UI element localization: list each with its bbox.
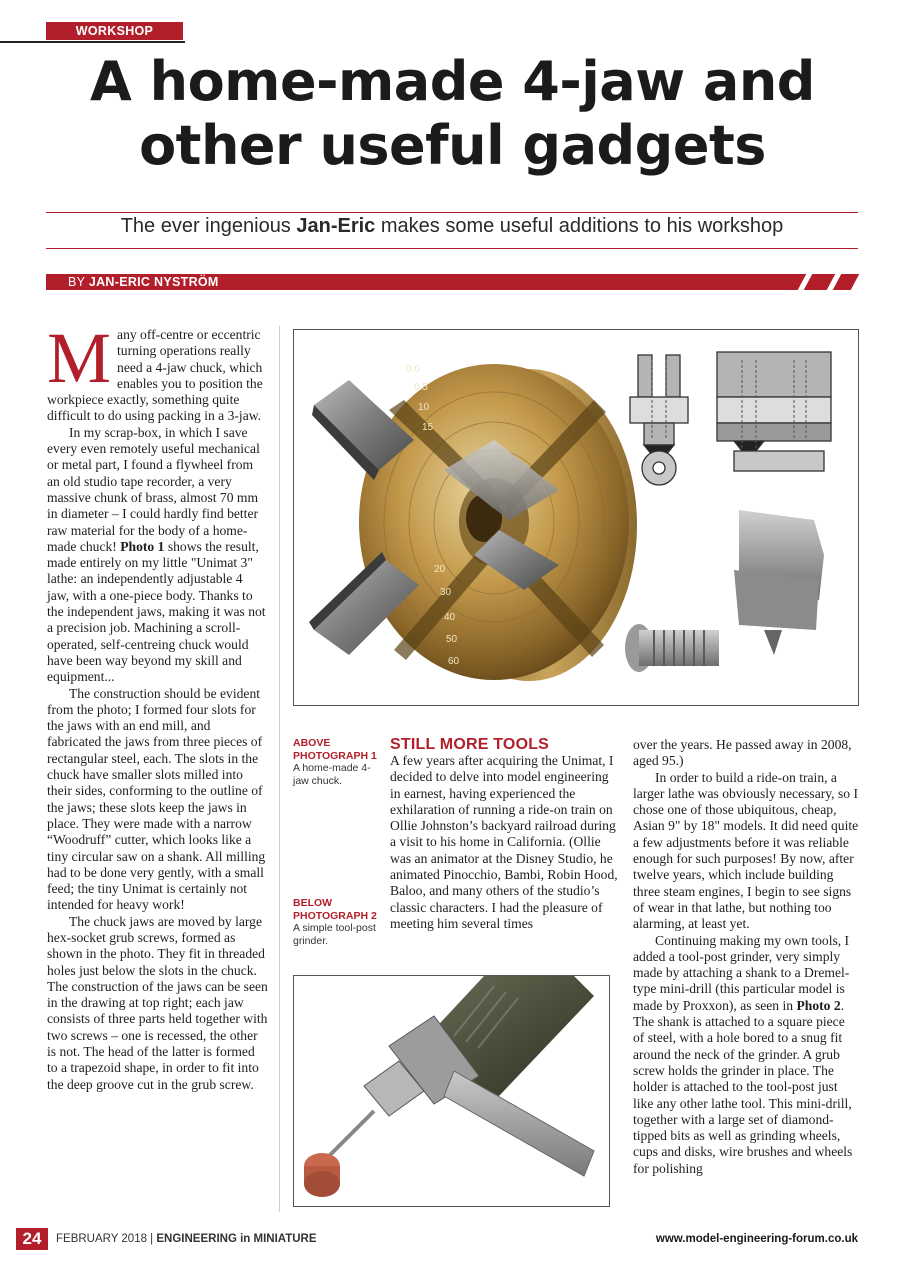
- footer-url: www.model-engineering-forum.co.uk: [655, 1233, 858, 1245]
- photograph-2: [293, 975, 610, 1207]
- body-column-2: [390, 753, 620, 932]
- subheading: STILL MORE TOOLS: [390, 736, 550, 753]
- byline: BY JAN-ERIC NYSTRÖM: [68, 275, 219, 289]
- chuck-body: [359, 364, 637, 681]
- loose-jaw: [734, 510, 824, 655]
- grinding-wheel: [304, 1153, 340, 1197]
- byline-stripe: [833, 274, 860, 290]
- paragraph: over the years. He passed away in 2008, aged 95.): [633, 737, 852, 769]
- title-line-1: A home-made 4-jaw and: [90, 50, 815, 113]
- author-name: Jan-Eric: [296, 215, 376, 237]
- chuck-photo-svg: [294, 330, 858, 705]
- standfirst: The ever ingenious Jan-Eric makes some useful additions to his workshop: [120, 215, 784, 237]
- article-title: [40, 50, 865, 178]
- chuck-collet: [329, 1061, 424, 1156]
- scale-mark: 30: [440, 587, 452, 598]
- scale-mark: 20: [434, 564, 446, 575]
- standfirst-rule-top: [46, 212, 858, 213]
- header-rule: [0, 41, 185, 43]
- scale-mark: 0.0: [406, 364, 420, 375]
- paragraph: Many off-centre or eccentric turning operations really need a 4-jaw chuck, which enables you to position the workpiece exactly, something quite difficult to do using packing in a 3-jaw.: [47, 318, 263, 424]
- jaw-drawing: [630, 352, 831, 485]
- caption-below: BELOW PHOTOGRAPH 2 A simple tool-post grinder.: [293, 897, 377, 947]
- section-tag: WORKSHOP: [46, 22, 183, 40]
- scale-mark: 15: [422, 422, 434, 433]
- grinder-photo-svg: [294, 976, 609, 1206]
- scale-mark: 40: [444, 612, 456, 623]
- byline-stripe: [804, 274, 836, 290]
- footer-issue: FEBRUARY 2018 | ENGINEERING in MINIATURE: [56, 1233, 317, 1245]
- photograph-1: [293, 329, 859, 706]
- paragraph: In my scrap-box, in which I save every even remotely useful mechanical or metal part, I found a flywheel from an old studio tape recorder, a very massive chunk of brass, almost 70 mm in diameter – I could hardly find better raw material for the body of a home-made chuck! Photo 1 shows the result, made entirely on my little "Unimat 3" lathe: an independently adjustable 4 jaw, with a one-piece body. Thanks to the independent jaws, making it was not a precision job. Machining a scroll-operated, self-centreing chuck would have been way beyond my skill and equipment...: [47, 424, 266, 685]
- paragraph: Continuing making my own tools, I added a tool-post grinder, very simply made by attaching a shank to a Dremel-type mini-drill (this particular model is made by Proxxon), as seen in Photo 2. The shank is attached to a square piece of steel, with a hole bored to a snug fit around the neck of the grinder. A grub screw holds the grinder in place. The holder is attached to the tool-post just like any other lathe tool. This mini-drill, together with a large set of diamond-tipped bits as well as grinding wheels, cups and disks, wire brushes and wheels for polishing: [633, 932, 853, 1176]
- scale-mark: 50: [446, 634, 458, 645]
- scale-mark: 60: [448, 656, 460, 667]
- paragraph: A few years after acquiring the Unimat, I decided to delve into model engineering in earnest, having experienced the exhilaration of running a ride-on train on Ollie Johnston’s backyard railroad during a visit to his home in California. (Ollie was an animator at the Disney Studio, he animated Pinocchio, Bambi, Robin Hood, Baloo, and many others of the studio’s classic characters. I had the pleasure of meeting him several times: [390, 753, 618, 931]
- paragraph: The construction should be evident from the photo; I formed four slots for the jaws with an end mill, and fabricated the jaws from three pieces of rectangular steel, each. The slots in the chuck have smaller slots milled into their sides, conforming to the outline of the jaws; these slots keep the jaws in place. They were made with a narrow “Woodruff” cutter, which looks like a tiny circular saw on a shank. All milling had to be done very gently, with a small feed; the tiny Unimat is certainly not intended for heavy work!: [47, 685, 266, 913]
- column-divider: [279, 326, 280, 1212]
- drop-cap: M: [47, 318, 112, 398]
- body-column-3: [633, 737, 859, 1177]
- standfirst-rule-bottom: [46, 248, 858, 249]
- grub-screw: [625, 624, 719, 672]
- scale-mark: 10: [418, 402, 430, 413]
- paragraph: In order to build a ride-on train, a larger lathe was obviously necessary, so I chose one of those ubiquitous, cheap, Asian 9" by 18" models. It did need quite a few adjustments before it was reliable enough for such purposes! By now, after twelve years, which include building three steam engines, I begin to see signs of wear in that lathe, but nothing too alarming, at least yet.: [633, 769, 859, 932]
- scale-mark: 0.5: [414, 382, 428, 393]
- page-number: 24: [16, 1228, 48, 1250]
- title-line-2: other useful gadgets: [139, 114, 766, 177]
- caption-above: ABOVE PHOTOGRAPH 1 A home-made 4-jaw chuck.: [293, 737, 377, 787]
- body-column-1: [47, 318, 268, 1093]
- paragraph: The chuck jaws are moved by large hex-socket grub screws, formed as shown in the photo. They fit in threaded holes just below the slots in the chuck. The construction of the jaws can be seen in the drawing at top right; each jaw consists of three parts held together with two screws – one is recessed, the other is not. The head of the latter is formed to a trapezoid shape, in order to fit into the deep groove cut in the grub screw.: [47, 913, 268, 1092]
